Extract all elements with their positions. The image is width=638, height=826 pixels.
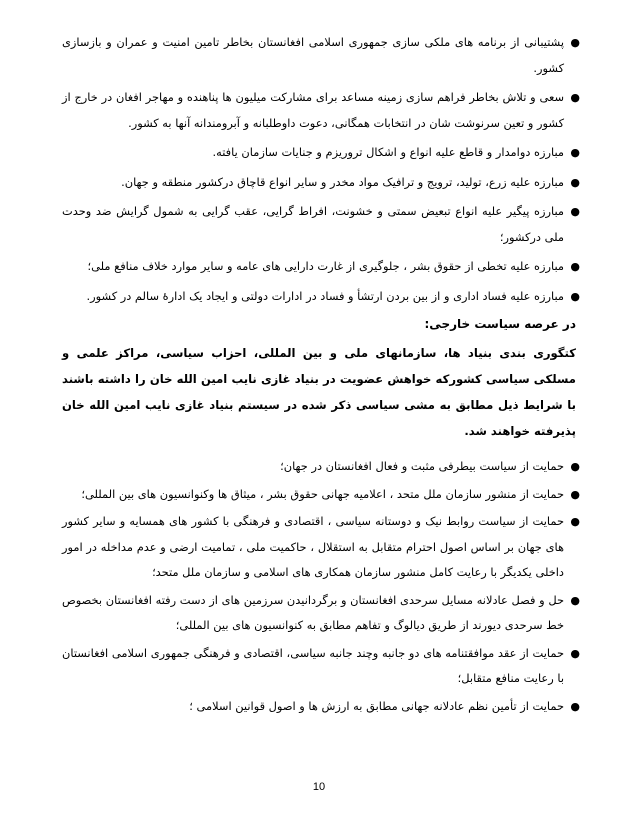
list-item <box>62 588 580 639</box>
list-item-text: مبارزه علیه تخطی از حقوق بشر ، جلوگیری از غارت دارایی های عامه و سایر موارد خلاف منافع ملی؛ <box>87 259 564 273</box>
list-item <box>62 454 580 480</box>
list-item-text: حمایت از عقد موافقتنامه های دو جانبه وچند جانبه سیاسی، اقتصادی و فرهنگی جمهوری اسلامی افغانستان با رعایت منافع متقابل؛ <box>62 645 564 685</box>
foreign-policy-list <box>62 454 580 719</box>
list-item-text: مبارزه دوامدار و قاطع علیه انواع و اشکال تروریزم و جنایات سازمان یافته. <box>212 145 564 159</box>
list-item-text: پشتیبانی از برنامه های ملکی سازی جمهوری اسلامی افغانستان بخاطر تامین امنیت و عمران و بازسازی کشور. <box>62 35 564 75</box>
list-item <box>62 641 580 692</box>
list-item-text: حمایت از سیاست روابط نیک و دوستانه سیاسی ، اقتصادی و فرهنگی با کشور های همسایه و سایر کشور های جهان بر اساس اصول احترام متقابل به استقلال ، حاکمیت ملی ، تمامیت ارضی و عدم مداخله در امور داخلی یکدیگر با رعایت کامل منشور سازمان همکاری های اسلامی و سازمان ملل متحد؛ <box>62 514 564 579</box>
list-item <box>62 30 580 81</box>
list-item <box>62 140 580 166</box>
bullet-icon: ● <box>570 36 580 49</box>
foreign-policy-heading: در عرصه سیاست خارجی: <box>424 317 576 331</box>
list-item-text: حمایت از تأمین نظم عادلانه جهانی مطابق به ارزش ها و اصول قوانین اسلامی ؛ <box>189 698 564 713</box>
page-number: 10 <box>312 781 326 793</box>
list-item <box>62 199 580 250</box>
bullet-icon: ● <box>570 175 580 189</box>
list-item-text: حمایت از سیاست بیطرفی مثبت و فعال افغانستان در جهان؛ <box>280 459 564 473</box>
list-item-text: سعی و تلاش بخاطر فراهم سازی زمینه مساعد برای مشارکت میلیون ها پناهنده و مهاجر افغان در خارج از کشور و تعین سرنوشت شان در انتخابات همگانی، دعوت داوطلبانه و آبرومندانه آنها به کشور. <box>62 90 564 130</box>
list-item <box>62 284 580 310</box>
bullet-icon: ● <box>570 289 580 303</box>
list-item <box>62 170 580 196</box>
bullet-icon: ● <box>570 146 580 159</box>
bullet-icon: ● <box>570 205 580 218</box>
list-item <box>62 509 580 586</box>
list-item-text: مبارزه علیه فساد اداری و از بین بردن ارتشأ و فساد در ادارات دولتی و ایجاد یک ادارۀ سالم در کشور. <box>86 288 564 303</box>
membership-intro-paragraph: کتگوری بندی بنیاد ها، سازمانهای ملی و بین المللی، احزاب سیاسی، مراکز علمی و مسلکی سیاسی کشورکه خواهش عضویت در بنیاد غازی نایب امین الله خان را داشته باشند با شرایط ذیل مطابق به مشی سیاسی ذکر شده در سیستم بنیاد غازی نایب امین الله خان پذیرفته خواهند شد. <box>62 346 576 438</box>
bullet-icon: ● <box>570 593 580 607</box>
list-item-text: مبارزه پیگیر علیه انواع تبعیض سمتی و خشونت، افراط گرایی، عقب گرایی به شمول گرایش ضد وحدت ملی درکشور؛ <box>62 204 564 244</box>
list-item <box>62 694 580 720</box>
domestic-policy-list <box>62 30 580 309</box>
list-item-text: حمایت از منشور سازمان ملل متحد ، اعلامیه جهانی حقوق بشر ، میثاق ها وکنوانسیون های بین المللی؛ <box>81 486 564 501</box>
list-item <box>62 85 580 136</box>
bullet-icon: ● <box>570 646 580 660</box>
bullet-icon: ● <box>570 91 580 104</box>
bullet-icon: ● <box>570 699 580 713</box>
bullet-icon: ● <box>570 460 580 473</box>
list-item-text: حل و فصل عادلانه مسایل سرحدی افغانستان و برگردانیدن سرزمین های از دست رفته افغانستان بخصوص خط سرحدی دیورند از طریق دیالوگ و تفاهم مطابق به کنوانسیون های بین المللی؛ <box>62 592 564 632</box>
bullet-icon: ● <box>570 487 580 501</box>
list-item-text: مبارزه علیه زرع، تولید، ترویج و ترافیک مواد مخدر و سایر انواع قاچاق درکشور منطقه و جهان. <box>121 174 564 189</box>
bullet-icon: ● <box>570 515 580 528</box>
list-item <box>62 482 580 508</box>
list-item <box>62 254 580 280</box>
bullet-icon: ● <box>570 260 580 273</box>
document-page <box>62 30 580 721</box>
